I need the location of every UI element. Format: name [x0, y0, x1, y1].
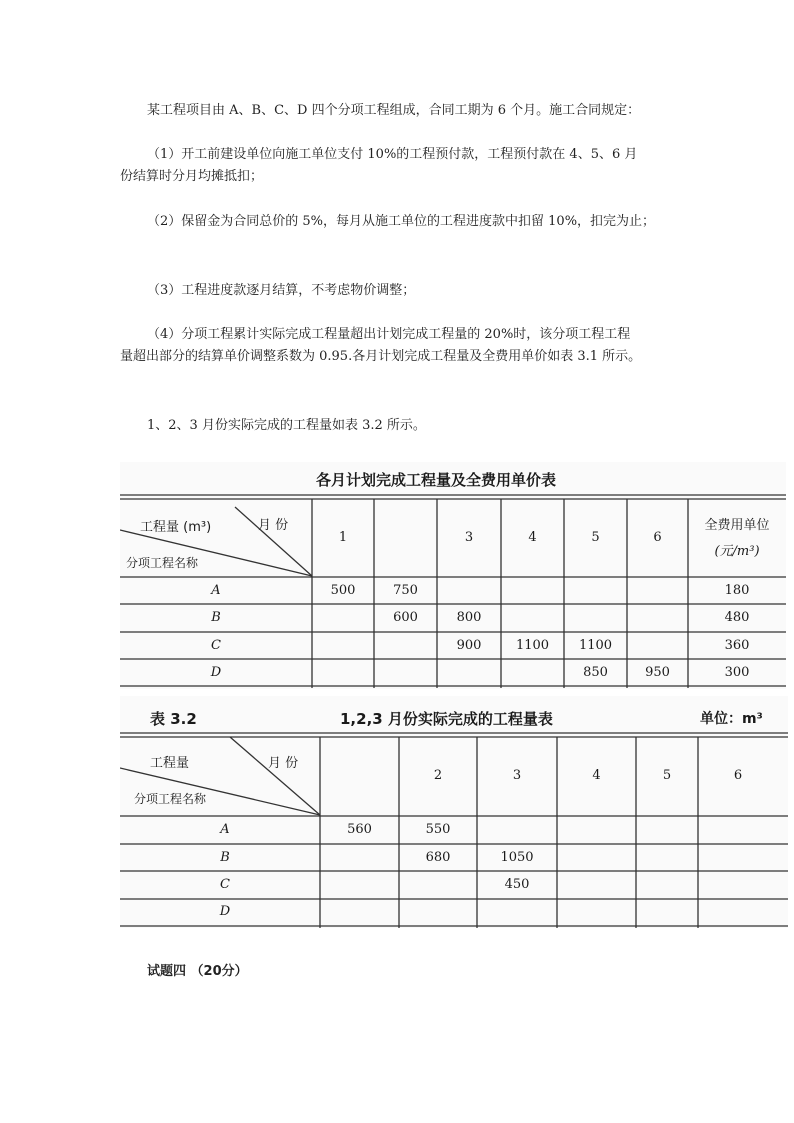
table1-corner-quantity: 工程量 (m³): [140, 520, 212, 535]
table2-cell: 680: [425, 850, 451, 865]
table2-corner-item: 分项工程名称: [134, 792, 207, 806]
clause-4-line-2: 量超出部分的结算单价调整系数为 0.95.各月计划完成工程量及全费用单价如表 3.1 所示。: [120, 349, 642, 364]
table1-cell: 1100: [578, 638, 613, 653]
table1-grid-lines: [120, 462, 786, 689]
question-four-heading: 试题四 （20分）: [147, 964, 248, 979]
table1-month-header: 1: [338, 530, 348, 545]
table2-grid-lines: [120, 696, 788, 928]
clause-1-line-2: 份结算时分月均摊抵扣；: [120, 169, 264, 184]
table1-price-unit: (元/m³): [714, 544, 760, 559]
table1-month-header: 3: [464, 530, 474, 545]
table1-cell: 800: [456, 610, 482, 625]
table1-row-label: D: [210, 665, 222, 680]
table1-corner-month: 月 份: [258, 518, 289, 533]
table1-price-cell: 360: [724, 638, 750, 653]
actual-quantity-table: [120, 696, 788, 928]
table1-cell: 950: [645, 665, 670, 680]
table2-corner-quantity: 工程量: [150, 756, 190, 771]
clause-4-line-1: （4）分项工程累计实际完成工程量超出计划完成工程量的 20%时，该分项工程工程: [147, 327, 631, 342]
table1-price-cell: 300: [724, 665, 750, 680]
table1-row-label: A: [211, 583, 221, 598]
table2-cell: 550: [425, 822, 451, 837]
table1-title: 各月计划完成工程量及全费用单价表: [316, 471, 557, 489]
table2-month-header: 4: [592, 768, 601, 783]
table2-cell: 560: [347, 822, 372, 837]
table2-row-label: C: [220, 877, 230, 892]
table1-month-header: 5: [591, 530, 600, 545]
table1-month-header: 6: [653, 530, 662, 545]
table1-price-cell: 480: [724, 610, 750, 625]
table1-cell: 1100: [515, 638, 550, 653]
table2-cell: 450: [504, 877, 530, 892]
table1-cell: 600: [393, 610, 418, 625]
table2-month-header: 6: [733, 768, 743, 783]
table-note: 1、2、3 月份实际完成的工程量如表 3.2 所示。: [147, 418, 426, 433]
table2-month-header: 3: [512, 768, 522, 783]
table2-month-header: 2: [433, 768, 443, 783]
planned-quantity-table: [120, 462, 786, 689]
clause-3: （3）工程进度款逐月结算，不考虑物价调整；: [147, 283, 416, 298]
table2-unit: 单位：m³: [700, 711, 763, 727]
table1-cell: 850: [583, 665, 608, 680]
table1-row-label: C: [211, 638, 221, 653]
table1-month-header: 4: [528, 530, 537, 545]
table1-corner-item: 分项工程名称: [126, 556, 199, 570]
clause-1-line-1: （1）开工前建设单位向施工单位支付 10%的工程预付款，工程预付款在 4、5、6 月: [147, 147, 638, 162]
table2-row-label: D: [219, 904, 231, 919]
table1-cell: 500: [330, 583, 356, 598]
table2-cell: 1050: [500, 850, 534, 865]
table2-row-label: A: [220, 822, 230, 837]
intro-paragraph: 某工程项目由 A、B、C、D 四个分项工程组成，合同工期为 6 个月。施工合同规定：: [147, 103, 641, 118]
table1-cell: 750: [393, 583, 418, 598]
table1-row-label: B: [211, 610, 221, 625]
table2-corner-month: 月 份: [268, 756, 299, 771]
clause-2: （2）保留金为合同总价的 5%，每月从施工单位的工程进度款中扣留 10%，扣完为止；: [147, 214, 656, 229]
table2-title: 1,2,3 月份实际完成的工程量表: [340, 710, 553, 728]
table1-cell: 900: [456, 638, 482, 653]
table2-row-label: B: [220, 850, 230, 865]
table1-price-header: 全费用单位: [704, 518, 770, 533]
table2-month-header: 5: [662, 768, 672, 783]
table2-label: 表 3.2: [150, 710, 197, 728]
table1-price-cell: 180: [724, 583, 750, 598]
